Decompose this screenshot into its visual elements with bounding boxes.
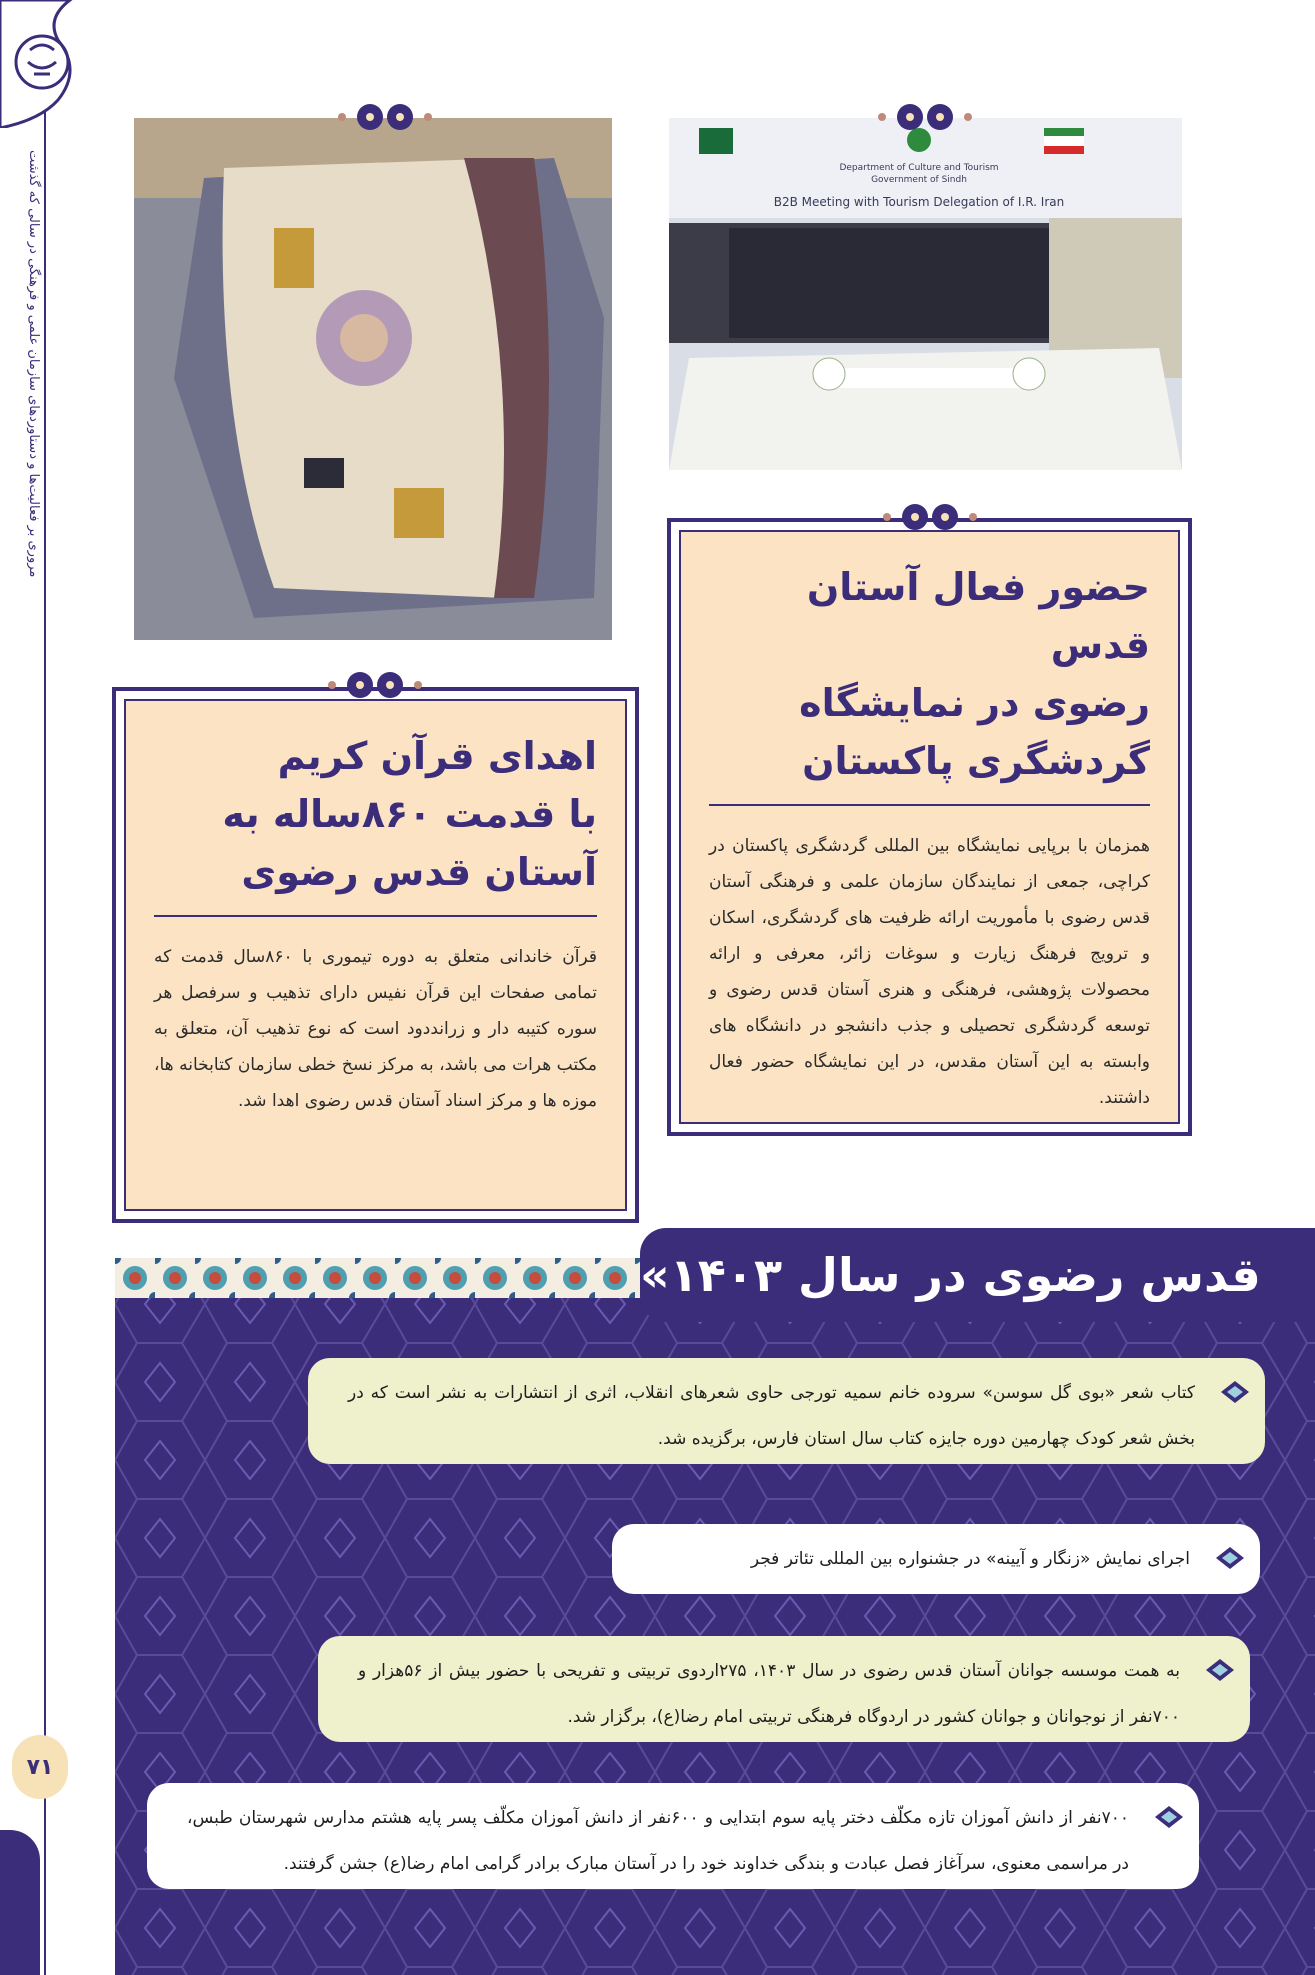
section-title: قدس رضوی در سال ۱۴۰۳»: [640, 1248, 1261, 1302]
note-item-camps: [318, 1636, 1250, 1742]
note-item-play: [612, 1524, 1260, 1594]
bullet-ornament-icon: [1153, 1802, 1185, 1828]
quran-donation-article: [112, 687, 639, 1223]
ornament-meeting-photo: [870, 100, 980, 134]
side-tab: [0, 1830, 40, 1975]
running-header: مروری بر فعالیت‌ها و دستاوردهای سازمان علمی و فرهنگی در سالی که گذشت: [26, 150, 41, 578]
divider: [709, 804, 1150, 806]
quran-manuscript-photo: [134, 118, 612, 640]
quran-article-title: [154, 727, 597, 901]
note-item-students: [147, 1783, 1199, 1889]
note-text: به همت موسسه جوانان آستان قدس رضوی در سال ۱۴۰۳، ۲۷۵اردوی تربیتی و تفریحی با حضور بیش از ۵۶هزار و ۷۰۰نفر از نوجوانان و جوانان کشور در اردوگاه فرهنگی تربیتی امام رضا(ع)، برگزار شد.: [358, 1661, 1181, 1727]
ornament-quran-article: [320, 668, 430, 702]
quran-title-line1: اهدای قرآن کریم: [277, 734, 597, 778]
divider: [154, 915, 597, 917]
note-text: کتاب شعر «بوی گل سوسن» سروده خانم سمیه تورجی حاوی شعرهای انقلاب، اثری از انتشارات به نشر است که در بخش شعر کودک چهارمین دوره جایزه کتاب سال استان فارس، برگزیده شد.: [348, 1383, 1195, 1449]
bullet-ornament-icon: [1214, 1543, 1246, 1569]
publication-emblem: [0, 0, 98, 128]
note-item-book: [308, 1358, 1265, 1464]
quran-title-line2: با قدمت ۸۶۰ساله به: [222, 792, 597, 836]
section-banner: [640, 1228, 1315, 1322]
meeting-banner-line1: Department of Culture and Tourism: [839, 163, 999, 173]
bullet-ornament-icon: [1219, 1377, 1251, 1403]
ornament-pakistan-article: [875, 500, 985, 534]
page-number: ۷۱: [12, 1735, 68, 1799]
tile-frieze: [115, 1258, 655, 1298]
pakistan-title-line2: رضوی در نمایشگاه: [799, 681, 1150, 725]
pakistan-article-body: همزمان با برپایی نمایشگاه بین المللی گردشگری پاکستان در کراچی، جمعی از نمایندگان سازمان علمی و فرهنگی آستان قدس رضوی با مأموریت ارائه ظرفیت های گردشگری، اسکان و ترویج فرهنگ زیارت و سوغات زائر، معرفی و ارائه محصولات پژوهشی، فرهنگی و هنری آستان قدس رضوی و توسعه گردشگری تحصیلی و جذب دانشجو در دانشگاه های وابسته به این آستان مقدس، در این نمایشگاه حضور فعال داشتند.: [709, 836, 1150, 1108]
note-text: ۷۰۰نفر از دانش آموزان تازه مکلّف دختر پایه سوم ابتدایی و ۶۰۰نفر از دانش آموزان مکلّف پسر پایه هشتم مدارس شهرستان طبس، در مراسمی معنوی، سرآغاز فصل عبادت و بندگی خداوند خود را در آستان مبارک برادر گرامی امام رضا(ع) جشن گرفتند.: [187, 1808, 1129, 1874]
quran-article-body: قرآن خاندانی متعلق به دوره تیموری با ۸۶۰سال قدمت که تمامی صفحات این قرآن نفیس دارای تذهیب و سرفصل هر سوره کتیبه دار و زرانددود است که نوع تذهیب آن، متعلق به مکتب هرات می باشد، به مرکز نسخ خطی سازمان کتابخانه ها، موزه ها و مرکز اسناد آستان قدس رضوی اهدا شد.: [154, 947, 598, 1111]
quran-title-line3: آستان قدس رضوی: [241, 850, 597, 894]
ornament-quran-photo: [330, 100, 440, 134]
pakistan-meeting-photo: [669, 118, 1182, 470]
note-text: اجرای نمایش «زنگار و آیینه» در جشنواره بین المللی تئاتر فجر: [750, 1549, 1190, 1569]
pakistan-article-title: [709, 558, 1150, 790]
pakistan-title-line1: حضور فعال آستان قدس: [806, 565, 1150, 667]
meeting-banner-line3: B2B Meeting with Tourism Delegation of I.R. Iran: [773, 195, 1065, 209]
pakistan-exhibition-article: [667, 518, 1192, 1136]
bullet-ornament-icon: [1204, 1655, 1236, 1681]
pakistan-title-line3: گردشگری پاکستان: [802, 739, 1150, 783]
meeting-banner-line2: Government of Sindh: [871, 175, 967, 185]
